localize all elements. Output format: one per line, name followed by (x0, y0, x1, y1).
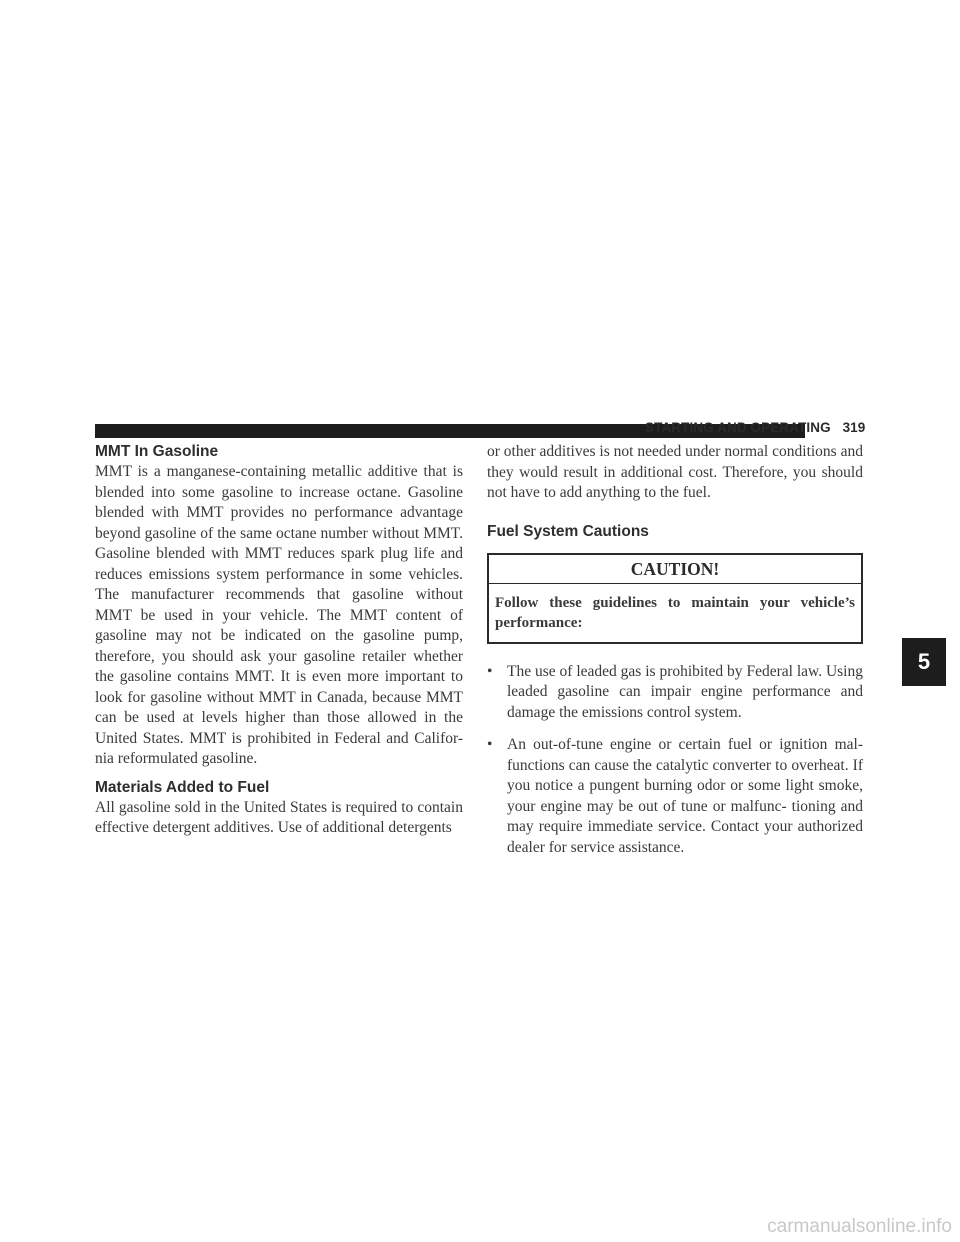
right-column (487, 442, 863, 870)
section-title: STARTING AND OPERATING (645, 420, 831, 435)
caution-list (487, 662, 863, 859)
paragraph-additives: All gasoline sold in the United States is required to contain effective detergent additives. Use of additional detergents (95, 798, 463, 836)
list-item-text: The use of leaded gas is prohibited by Federal law. Using leaded gasoline can impair engine performance and damage the emissions control system. (507, 662, 863, 721)
paragraph-mmt: MMT is a manganese-containing metallic additive that is blended into some gasoline to increase octane. Gasoline blended with MMT provides no performance advantage beyond gasoline of the same octane number without MMT. Gasoline blended with MMT reduces spark plug life and reduces emissions system performance in some vehicles. The manufacturer recommends that gasoline without MMT be used in your vehicle. The MMT content of gasoline may not be indicated on the gasoline pump, therefore, you should ask your gasoline retailer whether the gasoline contains MMT. It is even more important to look for gasoline without MMT in Canada, because MMT can be used at levels higher than those allowed in the United States. MMT is prohibited in Federal and Califor- nia reformulated gasoline. (95, 463, 463, 767)
list-item-text: An out-of-tune engine or certain fuel or ignition mal- functions can cause the catalytic converter to overheat. If you notice a pungent burning odor or some light smoke, your engine may be out of tune or malfunc- tioning and may require immediate service. Contact your authorized dealer for service assistance. (507, 736, 863, 856)
left-column (95, 442, 463, 839)
caution-text: Follow these guidelines to maintain your vehicle’s performance: (495, 594, 855, 631)
caution-title: CAUTION! (489, 555, 861, 584)
page-number: 319 (842, 420, 866, 435)
heading-materials-added: Materials Added to Fuel (95, 778, 270, 796)
list-item (487, 735, 863, 858)
heading-mmt: MMT In Gasoline (95, 443, 219, 460)
caution-box (487, 553, 863, 644)
heading-fuel-system-cautions: Fuel System Cautions (487, 522, 649, 540)
watermark: carmanualsonline.info (767, 1216, 952, 1237)
paragraph-continued: or other additives is not needed under normal conditions and they would result in additional cost. Therefore, you should not have to add anything to the fuel. (487, 443, 863, 501)
bullet-icon: • (487, 662, 493, 680)
chapter-tab: 5 (902, 638, 946, 686)
header-section-title (645, 420, 865, 435)
bullet-icon: • (487, 736, 493, 753)
list-item (487, 662, 863, 724)
